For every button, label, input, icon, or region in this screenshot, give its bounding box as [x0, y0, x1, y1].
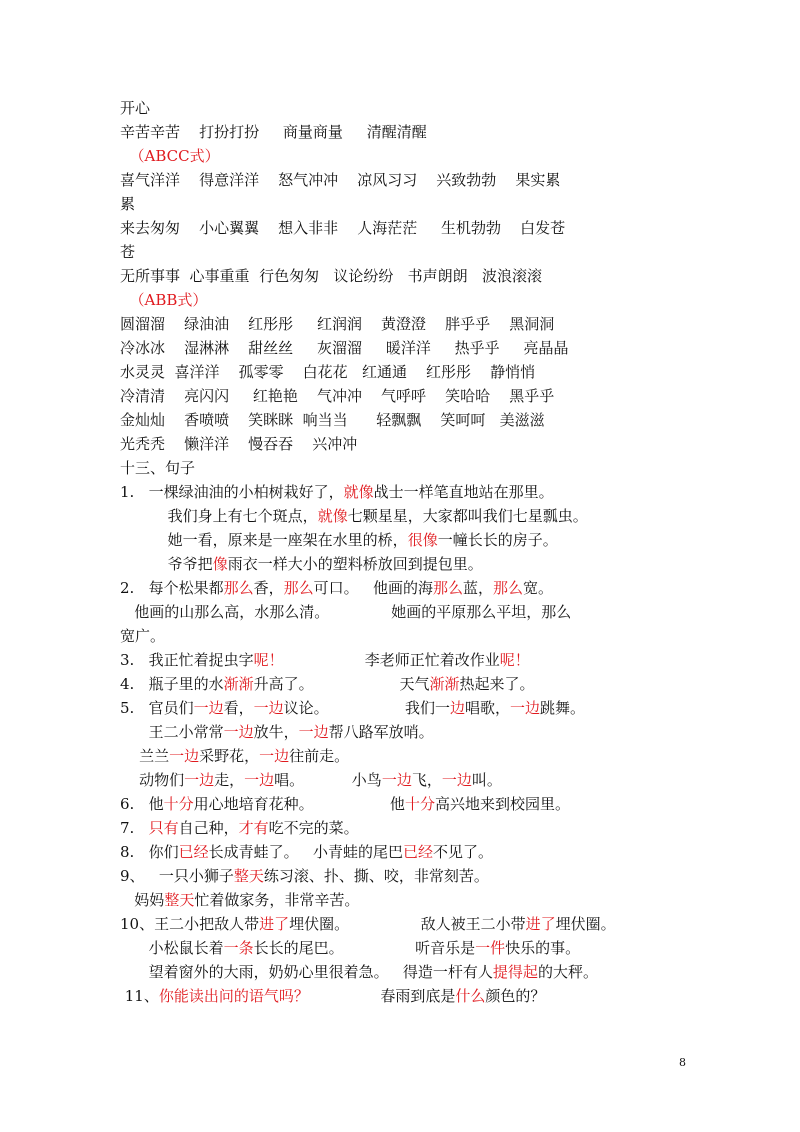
text-line — [120, 842, 493, 862]
text-segment: 蓝， — [463, 579, 494, 597]
text-segment: 冷清清 亮闪闪 红艳艳 气冲冲 气呼呼 笑哈哈 黑乎乎 — [120, 387, 555, 405]
highlighted-text: 十分 — [163, 795, 194, 813]
text-line — [120, 554, 483, 574]
text-segment: 一幢长长的房子。 — [437, 531, 558, 549]
text-segment: 雨衣一样大小的塑料桥放回到提包里。 — [227, 555, 483, 573]
text-segment: 7. — [120, 819, 149, 837]
text-segment: 3. 我正忙着捉虫字 — [120, 651, 254, 669]
text-segment: 5. 官员们 — [120, 699, 194, 717]
text-segment: 议论。 我们一 — [283, 699, 450, 717]
text-segment: 可口。 他画的海 — [313, 579, 433, 597]
highlighted-text: （ABCC式） — [120, 147, 220, 165]
text-segment: 七颗星星，大家都叫我们七星瓢虫。 — [347, 507, 588, 525]
text-segment: 王二小常常 — [120, 723, 224, 741]
text-line — [120, 890, 359, 910]
text-segment: 苍 — [120, 243, 136, 261]
text-segment: 1. 一棵绿油油的小柏树栽好了， — [120, 483, 344, 501]
text-segment: 放牛， — [253, 723, 299, 741]
text-line — [120, 122, 427, 142]
text-line — [120, 170, 560, 190]
text-segment: 李老师正忙着改作业 — [283, 651, 500, 669]
highlighted-text: 整天 — [164, 891, 195, 909]
text-segment: 埋伏圈。 — [555, 915, 616, 933]
highlighted-text: 一件 — [475, 939, 506, 957]
text-line — [120, 914, 616, 934]
highlighted-text: 呢！ — [499, 651, 530, 669]
text-line — [120, 722, 434, 742]
highlighted-text: 那么 — [493, 579, 524, 597]
text-line — [120, 194, 135, 214]
highlighted-text: 边 — [449, 699, 465, 717]
text-segment: 用心地培育花种。 他 — [193, 795, 405, 813]
text-line — [120, 578, 553, 598]
text-segment: 4. 瓶子里的水 — [120, 675, 224, 693]
text-line — [120, 314, 554, 334]
text-segment: 练习滚、扑、撕、咬，非常刻苦。 — [263, 867, 489, 885]
highlighted-text: 很像 — [407, 531, 438, 549]
text-line — [120, 386, 554, 406]
highlighted-text: 那么 — [223, 579, 254, 597]
text-segment: 飞， — [411, 771, 442, 789]
text-segment: 6. 他 — [120, 795, 164, 813]
highlighted-text: 一边 — [244, 771, 275, 789]
text-segment: 快乐的事。 — [505, 939, 581, 957]
text-segment: 9、 一只小狮子 — [120, 867, 234, 885]
text-segment: 光秃秃 懒洋洋 慢吞吞 兴冲冲 — [120, 435, 358, 453]
text-segment: 动物们 — [120, 771, 185, 789]
text-line — [120, 650, 530, 670]
text-segment: 爷爷把 — [120, 555, 213, 573]
text-line — [120, 674, 535, 694]
text-line — [120, 338, 569, 358]
highlighted-text: 已经 — [402, 843, 433, 861]
text-segment: 妈妈 — [120, 891, 165, 909]
text-segment: 来去匆匆 小心翼翼 想入非非 人海茫茫 生机勃勃 白发苍 — [120, 219, 566, 237]
text-segment: 宽广。 — [120, 627, 166, 645]
highlighted-text: （ABB式） — [120, 291, 208, 309]
text-line — [120, 482, 554, 502]
text-segment: 热起来了。 — [459, 675, 535, 693]
text-segment: 往前走。 — [289, 747, 350, 765]
text-line — [120, 410, 545, 430]
text-line — [120, 458, 195, 478]
text-segment: 春雨到底是 — [308, 987, 456, 1005]
text-segment: 宽。 — [523, 579, 554, 597]
text-line — [120, 242, 135, 262]
text-segment: 唱。 小鸟 — [274, 771, 382, 789]
text-line — [120, 290, 207, 310]
text-line — [120, 434, 357, 454]
text-line — [120, 530, 558, 550]
text-segment: 长成青蛙了。 小青蛙的尾巴 — [208, 843, 403, 861]
page-number: 8 — [679, 1056, 686, 1069]
text-line — [120, 146, 220, 166]
text-segment: 看， — [223, 699, 254, 717]
text-segment: 忙着做家务，非常辛苦。 — [194, 891, 360, 909]
text-segment: 长长的尾巴。 听音乐是 — [253, 939, 476, 957]
text-segment: 喜气洋洋 得意洋洋 怒气冲冲 凉风习习 兴致勃勃 果实累 — [120, 171, 561, 189]
text-segment: 高兴地来到校园里。 — [434, 795, 570, 813]
highlighted-text: 那么 — [283, 579, 314, 597]
text-line — [120, 98, 150, 118]
highlighted-text: 你能读出问的语气吗？ — [158, 987, 309, 1005]
highlighted-text: 一边 — [253, 699, 284, 717]
highlighted-text: 一边 — [223, 723, 254, 741]
highlighted-text: 渐渐 — [223, 675, 254, 693]
highlighted-text: 进了 — [259, 915, 290, 933]
highlighted-text: 像 — [212, 555, 228, 573]
text-line — [120, 770, 502, 790]
text-segment: 开心 — [120, 99, 151, 117]
text-line — [120, 938, 580, 958]
text-segment: 金灿灿 香喷喷 笑眯眯 响当当 轻飘飘 笑呵呵 美滋滋 — [120, 411, 545, 429]
text-segment: 唱歌， — [464, 699, 510, 717]
text-line — [120, 986, 545, 1006]
text-segment: 水灵灵 喜洋洋 孤零零 白花花 红通通 红彤彤 静悄悄 — [120, 363, 536, 381]
text-segment: 2. 每个松果都 — [120, 579, 224, 597]
text-segment: 她一看，原来是一座架在水里的桥， — [120, 531, 408, 549]
text-segment: 小松鼠长着 — [120, 939, 224, 957]
highlighted-text: 一条 — [223, 939, 254, 957]
text-line — [120, 962, 598, 982]
highlighted-text: 整天 — [233, 867, 264, 885]
highlighted-text: 什么 — [455, 987, 486, 1005]
text-segment: 望着窗外的大雨，奶奶心里很着急。 得造一杆有人 — [120, 963, 493, 981]
text-line — [120, 698, 585, 718]
highlighted-text: 那么 — [432, 579, 463, 597]
text-segment: 不见了。 — [432, 843, 493, 861]
text-segment: 帮八路军放哨。 — [328, 723, 434, 741]
text-segment: 8. 你们 — [120, 843, 179, 861]
text-segment: 冷冰冰 湿淋淋 甜丝丝 灰溜溜 暖洋洋 热乎乎 亮晶晶 — [120, 339, 569, 357]
text-line — [120, 362, 535, 382]
highlighted-text: 一边 — [510, 699, 541, 717]
text-segment: 无所事事 心事重重 行色匆匆 议论纷纷 书声朗朗 波浪滚滚 — [120, 267, 542, 285]
highlighted-text: 一边 — [298, 723, 329, 741]
text-segment: 跳舞。 — [540, 699, 586, 717]
text-segment: 10、王二小把敌人带 — [120, 915, 260, 933]
highlighted-text: 才有 — [238, 819, 269, 837]
text-segment: 11、 — [120, 987, 159, 1005]
text-segment: 走， — [214, 771, 245, 789]
highlighted-text: 就像 — [317, 507, 348, 525]
highlighted-text: 一边 — [193, 699, 224, 717]
text-segment: 的大秤。 — [537, 963, 598, 981]
highlighted-text: 已经 — [178, 843, 209, 861]
highlighted-text: 就像 — [343, 483, 374, 501]
text-line — [120, 602, 571, 622]
text-line — [120, 866, 489, 886]
text-segment: 我们身上有七个斑点， — [120, 507, 318, 525]
text-line — [120, 818, 359, 838]
text-segment: 埋伏圈。 敌人被王二小带 — [289, 915, 526, 933]
text-line — [120, 218, 565, 238]
text-segment: 自己种， — [178, 819, 239, 837]
highlighted-text: 呢！ — [253, 651, 284, 669]
text-segment: 香， — [253, 579, 284, 597]
highlighted-text: 进了 — [525, 915, 556, 933]
text-segment: 战士一样笔直地站在那里。 — [373, 483, 554, 501]
text-line — [120, 626, 165, 646]
text-segment: 他画的山那么高，水那么清。 她画的平原那么平坦，那么 — [120, 603, 572, 621]
text-line — [120, 794, 570, 814]
highlighted-text: 一边 — [259, 747, 290, 765]
highlighted-text: 十分 — [404, 795, 435, 813]
text-segment: 圆溜溜 绿油油 红彤彤 红润润 黄澄澄 胖乎乎 黑洞洞 — [120, 315, 555, 333]
text-segment: 采野花， — [199, 747, 260, 765]
text-segment: 兰兰 — [120, 747, 170, 765]
text-segment: 累 — [120, 195, 136, 213]
text-line — [120, 266, 542, 286]
text-segment: 吃不完的菜。 — [268, 819, 359, 837]
highlighted-text: 一边 — [169, 747, 200, 765]
text-line — [120, 746, 349, 766]
highlighted-text: 一边 — [381, 771, 412, 789]
text-segment: 叫。 — [471, 771, 502, 789]
text-segment: 颜色的？ — [485, 987, 546, 1005]
highlighted-text: 一边 — [441, 771, 472, 789]
text-segment: 十三、句子 — [120, 459, 196, 477]
text-line — [120, 506, 588, 526]
highlighted-text: 提得起 — [492, 963, 538, 981]
highlighted-text: 只有 — [148, 819, 179, 837]
highlighted-text: 渐渐 — [429, 675, 460, 693]
text-segment: 辛苦辛苦 打扮打扮 商量商量 清醒清醒 — [120, 123, 427, 141]
text-segment: 升高了。 天气 — [253, 675, 430, 693]
highlighted-text: 一边 — [184, 771, 215, 789]
